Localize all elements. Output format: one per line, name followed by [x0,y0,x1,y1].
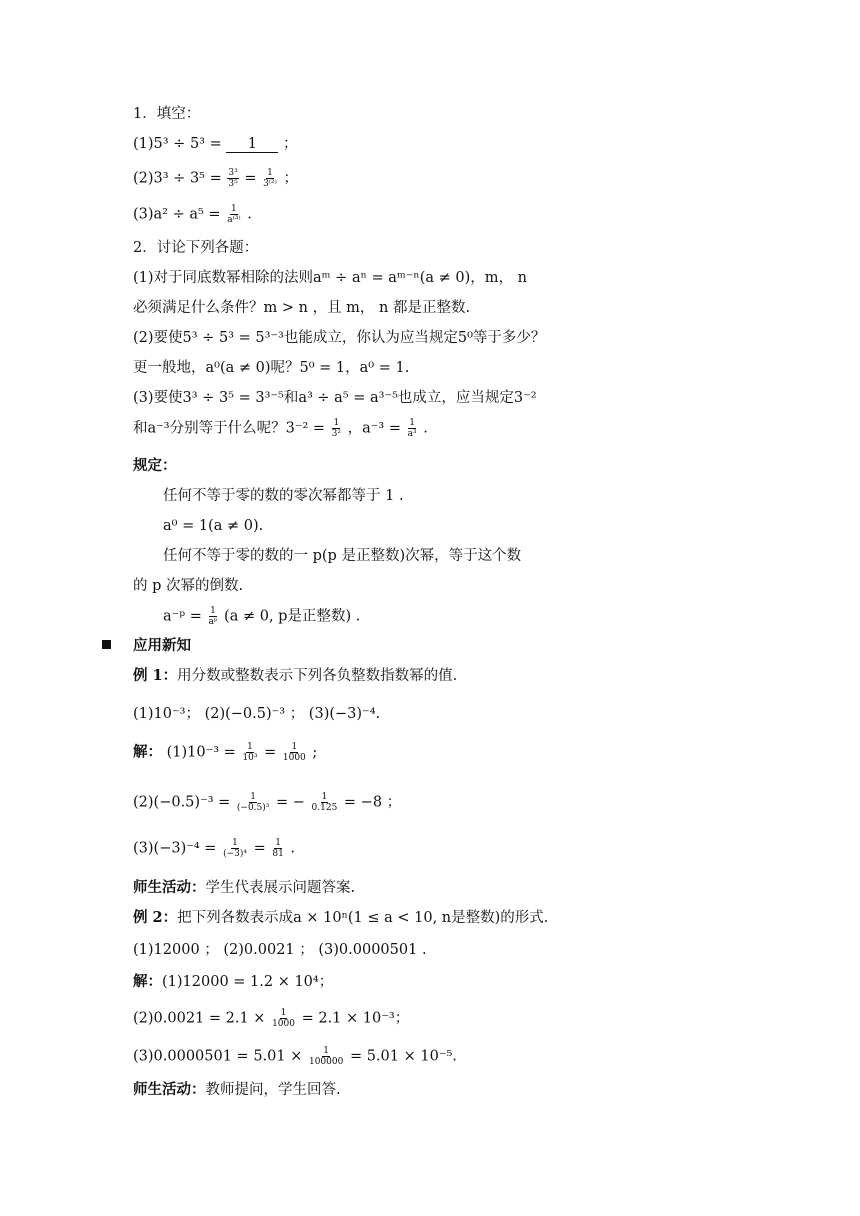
denominator: 3⁵ [228,179,238,189]
fraction [236,792,270,813]
expr: (3)(−3)⁻⁴ = [133,840,217,857]
numerator: 1 [267,168,273,178]
equals: = [253,840,266,857]
fill-blank-3 [133,204,252,225]
bullet-icon [102,640,111,649]
example-1 [133,666,457,686]
fraction [271,1008,296,1029]
text: = 5.01 × 10⁻⁵. [349,1048,457,1065]
answer-blank: 1 [226,136,278,153]
numerator: 1 [232,838,238,848]
text: (a ≠ 0, p是正整数) . [224,608,361,625]
numerator: 1 [275,838,281,848]
punct: ； [283,170,298,187]
expr: (1)10⁻³ = [166,744,236,761]
fraction [222,838,248,859]
activity-text: 教师提问，学生回答. [205,1082,341,1098]
solution-2-3 [133,1046,457,1067]
numerator: 1 [291,742,298,752]
numerator: 1 [333,418,340,428]
activity-1 [133,878,355,898]
denominator: 3⁽²⁾ [263,179,277,189]
discussion-3: (3)要使3³ ÷ 3⁵ = 3³⁻⁵和a³ ÷ a⁵ = a³⁻⁵也成立，应当规定3⁻² [133,390,537,406]
fraction [226,204,241,225]
activity-label: 师生活动： [133,1081,206,1098]
fraction [407,418,418,439]
activity-text: 学生代表展示问题答案. [205,880,356,896]
denominator: aᵖ [208,617,218,627]
rule-1-formula: a⁰ = 1(a ≠ 0). [163,518,264,534]
solution-label: 解： [133,973,162,990]
equals: = [264,744,277,761]
solution-1-1 [133,742,317,763]
denominator: (−3)⁴ [223,849,247,859]
equals: = [244,170,257,187]
expr: (1)12000 = 1.2 × 10⁴； [162,974,334,990]
punct: ； [282,136,298,152]
fraction [311,792,339,813]
discussion-1: (1)对于同底数幂相除的法则aᵐ ÷ aⁿ = aᵐ⁻ⁿ(a ≠ 0)，m， n [133,270,527,286]
expr: (2)(−0.5)⁻³ = [133,794,231,811]
solution-label: 解： [133,743,162,761]
rule-2-formula [163,606,360,627]
rule-2-cont: 的 p 次幂的倒数. [133,578,244,594]
expr: (3)a² ÷ a⁵ = [133,206,221,223]
expr: (2)0.0021 = 2.1 × [133,1010,266,1027]
fraction [308,1046,344,1067]
section-heading: 应用新知 [133,637,191,654]
text: = −8 ； [343,794,402,811]
fraction [227,168,238,189]
text: a⁻ᵖ = [163,608,202,625]
denominator: 3² [331,429,342,439]
denominator: 1000 [282,753,306,763]
punct: . [247,206,252,223]
text: = − [276,794,305,811]
denominator: 100000 [308,1057,344,1067]
denominator: (−0.5)³ [236,803,270,813]
fraction [207,606,218,627]
discussion-1-cont: 必须满足什么条件？m > n ，且 m， n 都是正整数. [133,300,471,316]
solution-1-3 [133,838,295,859]
denominator: 81 [272,849,284,859]
example-1-items: (1)10⁻³； (2)(−0.5)⁻³ ； (3)(−3)⁻⁴. [133,706,381,722]
numerator: 1 [323,1046,330,1056]
solution-1-2 [133,792,401,813]
fraction [241,742,258,763]
numerator: 1 [247,742,253,752]
rule-2: 任何不等于零的数的一 p(p 是正整数)次幂，等于这个数 [163,548,522,564]
denominator: 1000 [272,1019,295,1029]
denominator: a⁽³⁾ [227,215,241,225]
expr: (1)5³ ÷ 5³ = [133,136,222,152]
denominator: 10³ [242,753,258,763]
fraction [262,168,278,189]
fill-blank-2 [133,168,298,189]
denominator: a³ [407,429,417,439]
numerator: 1 [210,606,216,616]
text: = 2.1 × 10⁻³； [301,1010,410,1027]
solution-2-1 [133,972,333,992]
numerator: 1 [231,204,237,214]
punct: ; [312,744,318,761]
punct: . [423,420,428,437]
example-2-items: (1)12000 ； (2)0.0021 ； (3)0.0000501 . [133,942,427,958]
rule-heading: 规定： [133,457,177,474]
numerator: 3³ [228,168,238,178]
denominator: 0.125 [311,803,338,813]
activity-2 [133,1080,341,1100]
fraction [282,742,307,763]
numerator: 1 [409,418,415,428]
expr: (3)0.0000501 = 5.01 × [133,1048,303,1065]
question-1-heading: 1．填空： [133,106,201,122]
example-label: 例 2： [133,909,178,926]
text: ，a⁻³ = [347,420,401,437]
numerator: 1 [250,792,257,802]
discussion-2: (2)要使5³ ÷ 5³ = 5³⁻³也能成立，你认为应当规定5⁰等于多少？ [133,330,546,346]
rule-1: 任何不等于零的数的零次幂都等于 1 . [163,488,404,504]
discussion-2-cont: 更一般地，a⁰(a ≠ 0)呢？5⁰ = 1，a⁰ = 1. [133,360,410,376]
fraction [271,838,284,859]
question-2-heading: 2．讨论下列各题： [133,240,259,256]
fraction [331,418,342,439]
example-text: 用分数或整数表示下列各负整数指数幂的值. [177,668,458,684]
example-2 [133,908,548,928]
example-text: 把下列各数表示成a × 10ⁿ(1 ≤ a < 10, n是整数)的形式. [177,910,549,926]
discussion-3-cont [133,418,428,439]
solution-2-2 [133,1008,409,1029]
numerator: 1 [321,792,328,802]
example-label: 例 1： [133,667,178,684]
text: 和a⁻³分别等于什么呢？3⁻² = [133,420,326,437]
numerator: 1 [280,1008,287,1018]
punct: . [290,840,296,857]
expr: (2)3³ ÷ 3⁵ = [133,170,222,187]
activity-label: 师生活动： [133,879,206,896]
fill-blank-1 [133,134,297,154]
